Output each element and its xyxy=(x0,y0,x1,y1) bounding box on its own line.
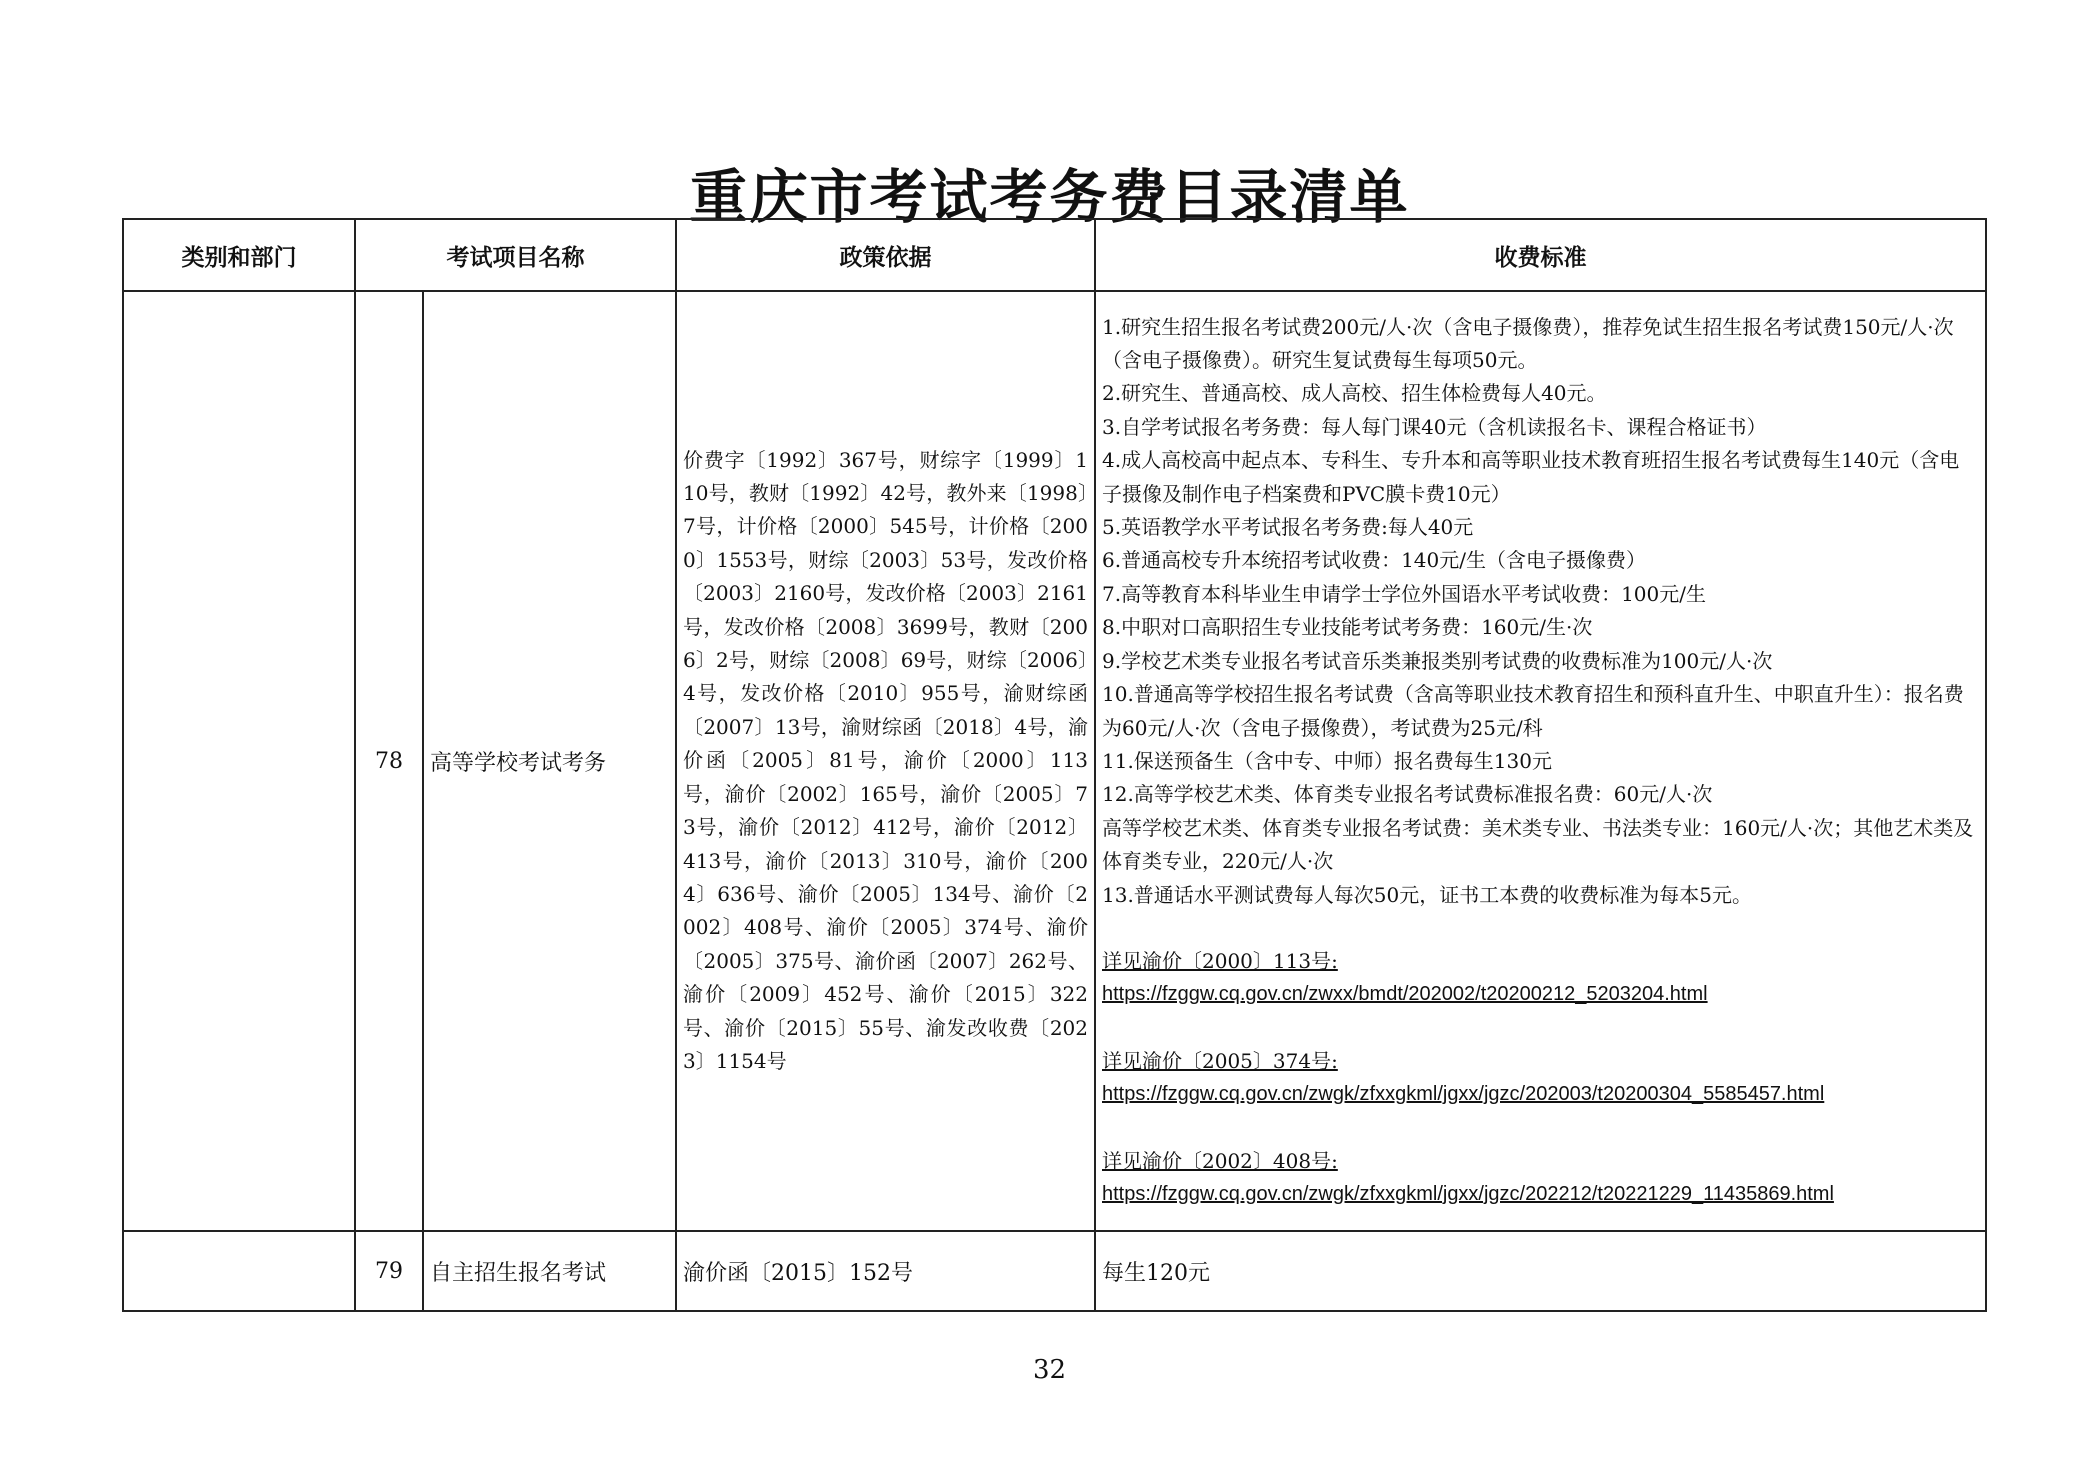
reference-link[interactable]: https://fzggw.cq.gov.cn/zwxx/bmdt/202002/t20200212_5203204.html xyxy=(1102,983,1708,1006)
policy-basis: 价费字〔1992〕367号，财综字〔1999〕110号，教财〔1992〕42号，教外来〔1998〕7号，计价格〔2000〕545号，计价格〔2000〕1553号，财综〔2003〕53号，发改价格〔2003〕2160号，发改价格〔2003〕2161号，发改价格〔2008〕3699号，教财〔2006〕2号，财综〔2008〕69号，财综〔2006〕4号，发改价格〔2010〕955号，渝财综函〔2007〕13号，渝财综函〔2018〕4号，渝价函〔2005〕81号，渝价〔2000〕113号，渝价〔2002〕165号，渝价〔2005〕73号，渝价〔2012〕412号，渝价〔2012〕413号，渝价〔2013〕310号，渝价〔2004〕636号、渝价〔2005〕134号、渝价〔2002〕408号、渝价〔2005〕374号、渝价〔2005〕375号、渝价函〔2007〕262号、渝价〔2009〕452号、渝价〔2015〕322号、渝价〔2015〕55号、渝发改收费〔2023〕1154号 xyxy=(676,291,1095,1231)
fee-line: 13.普通话水平测试费每人每次50元，证书工本费的收费标准为每本5元。 xyxy=(1102,882,1752,907)
fee-standard xyxy=(1095,291,1986,1231)
fee-line: 2.研究生、普通高校、成人高校、招生体检费每人40元。 xyxy=(1102,381,1607,406)
table-row xyxy=(123,1231,1986,1311)
category-cell xyxy=(123,291,355,1231)
reference-link-block xyxy=(1102,945,1979,1012)
page-number: 32 xyxy=(1032,1355,1067,1385)
fee-line: 1.研究生招生报名考试费200元/人·次（含电子摄像费），推荐免试生招生报名考试费150元/人·次（含电子摄像费）。研究生复试费每生每项50元。 xyxy=(1102,314,1954,373)
item-number: 78 xyxy=(355,291,423,1231)
reference-label: 详见渝价〔2000〕113号: xyxy=(1102,948,1338,973)
exam-name: 高等学校考试考务 xyxy=(423,291,676,1231)
fee-line: 7.高等教育本科毕业生申请学士学位外国语水平考试收费：100元/生 xyxy=(1102,581,1706,606)
exam-name: 自主招生报名考试 xyxy=(423,1231,676,1311)
reference-label: 详见渝价〔2002〕408号: xyxy=(1102,1148,1338,1173)
reference-link[interactable]: https://fzggw.cq.gov.cn/zwgk/zfxxgkml/jgxx/jgzc/202003/t20200304_5585457.html xyxy=(1102,1083,1825,1106)
fee-line: 6.普通高校专升本统招考试收费：140元/生（含电子摄像费） xyxy=(1102,548,1646,573)
header-fee-standard: 收费标准 xyxy=(1095,219,1986,291)
category-cell xyxy=(123,1231,355,1311)
fee-line: 10.普通高等学校招生报名考试费（含高等职业技术教育招生和预科直升生、中职直升生）：报名费为60元/人·次（含电子摄像费），考试费为25元/科 xyxy=(1102,682,1964,740)
fee-line: 8.中职对口高职招生专业技能考试考务费：160元/生·次 xyxy=(1102,615,1593,640)
page-title: 重庆市考试考务费目录清单 xyxy=(689,163,1410,231)
fee-line: 4.成人高校高中起点本、专科生、专升本和高等职业技术教育班招生报名考试费每生140元（含电子摄像及制作电子档案费和PVC膜卡费10元） xyxy=(1102,448,1960,506)
fee-line: 11.保送预备生（含中专、中师）报名费每生130元 xyxy=(1102,748,1552,773)
reference-label: 详见渝价〔2005〕374号: xyxy=(1102,1048,1338,1073)
policy-basis: 渝价函〔2015〕152号 xyxy=(676,1231,1095,1311)
header-exam-name: 考试项目名称 xyxy=(355,219,676,291)
item-number: 79 xyxy=(355,1231,423,1311)
reference-link-block xyxy=(1102,1145,1979,1212)
table-row xyxy=(123,291,1986,1231)
reference-link-block xyxy=(1102,1045,1979,1112)
table-header-row xyxy=(123,219,1986,291)
fee-catalog-table xyxy=(122,218,1987,1312)
fee-standard: 每生120元 xyxy=(1095,1231,1986,1311)
fee-line: 12.高等学校艺术类、体育类专业报名考试费标准报名费：60元/人·次 xyxy=(1102,782,1713,807)
reference-link[interactable]: https://fzggw.cq.gov.cn/zwgk/zfxxgkml/jgxx/jgzc/202212/t20221229_11435869.html xyxy=(1102,1182,1834,1205)
fee-line: 3.自学考试报名考务费：每人每门课40元（含机读报名卡、课程合格证书） xyxy=(1102,414,1767,439)
header-category: 类别和部门 xyxy=(123,219,355,291)
header-policy: 政策依据 xyxy=(676,219,1095,291)
fee-line: 高等学校艺术类、体育类专业报名考试费：美术类专业、书法类专业：160元/人·次；其他艺术类及体育类专业，220元/人·次 xyxy=(1102,815,1974,874)
fee-line: 9.学校艺术类专业报名考试音乐类兼报类别考试费的收费标准为100元/人·次 xyxy=(1102,648,1773,673)
fee-line: 5.英语教学水平考试报名考务费:每人40元 xyxy=(1102,515,1474,540)
